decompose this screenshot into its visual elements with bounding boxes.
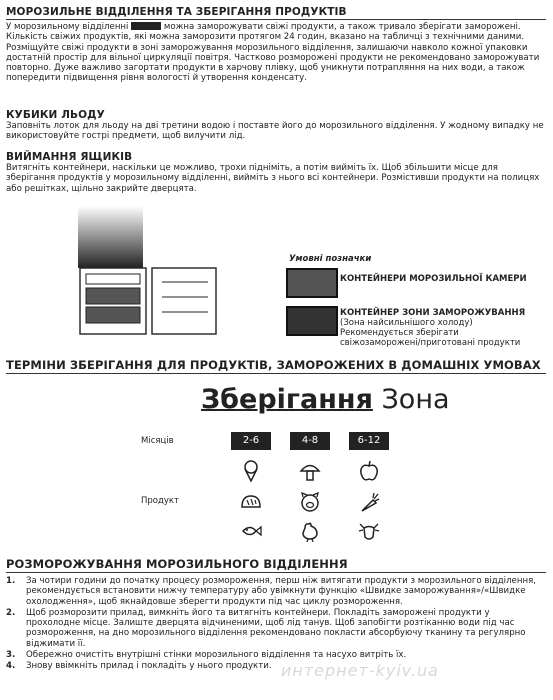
- chicken-icon: [299, 520, 321, 542]
- months-range-1: 2-6: [231, 432, 271, 450]
- legend-swatch-freeze-zone: [286, 306, 338, 336]
- freezer-drawers-illustration: [78, 206, 258, 336]
- months-label: Місяців: [141, 436, 174, 446]
- months-range-3: 6-12: [349, 432, 389, 450]
- list-item: 4. Знову ввімкніть прилад і покладіть у нього продукти.: [6, 661, 272, 672]
- ice-cream-icon: [240, 460, 262, 482]
- pig-icon: [299, 491, 321, 513]
- divider: [6, 19, 546, 20]
- legend-title: Умовні позначки: [289, 254, 372, 264]
- legend-label-freezer-containers: КОНТЕЙНЕРИ МОРОЗИЛЬНОЇ КАМЕРИ: [340, 274, 527, 284]
- ice-section-text: Заповніть лоток для льоду на дві третини водою і поставте його до морозильного відділення. У жодному випадку не використовуйте гострі предмети, щоб вилучити лід.: [6, 121, 544, 142]
- freezer-star-icon: [131, 22, 161, 30]
- freezer-section-text: У морозильному відділенні можна заморожувати свіжі продукти, а також тривало зберігати заморожені. Кількість свіжих продуктів, які можна заморозити протягом 24 годин, вказано на табличці з технічними даними. Розміщуйте свіжі продукти в зоні заморожування морозильного відділення, залишаючи навколо кожної упаковки достатній простір для вільної циркуляції повітря. Частково розморожені продукти не рекомендовано заморожувати повторно. Дуже важливо загортати продукти в харчову плівку, щоб уникнути потрапляння на них води, а також попередити підвищення рівня вологості й утворення конденсату.: [6, 22, 540, 84]
- drawers-section-text: Витягніть контейнери, наскільки це можливо, трохи підніміть, а потім вийміть їх. Щоб збільшити місце для зберігання продуктів у морозильному відділенні, вийміть з нього всі контейнери. Розмістивши продукти на полицях або решітках, щільно закрийте дверцята.: [6, 163, 540, 194]
- watermark: интернет-kyiv.ua: [281, 661, 439, 680]
- drawers-section-title: ВИЙМАННЯ ЯЩИКІВ: [6, 151, 133, 163]
- apple-icon: [358, 460, 380, 482]
- mushroom-icon: [299, 460, 321, 482]
- defrost-steps-list: [6, 576, 546, 673]
- defrost-section-title: РОЗМОРОЖУВАННЯ МОРОЗИЛЬНОГО ВІДДІЛЕННЯ: [6, 557, 348, 571]
- list-item: 3. Обережно очистіть внутрішні стінки морозильного відділення та насухо витріть їх.: [6, 650, 407, 661]
- bread-icon: [240, 491, 262, 513]
- legend-swatch-freezer-containers: [286, 268, 338, 298]
- divider: [6, 572, 546, 573]
- product-label: Продукт: [141, 496, 179, 506]
- fish-icon: [240, 520, 262, 542]
- list-item: 1. За чотири години до початку процесу розмороження, перш ніж витягати продукти з морозильного відділення, рекомендується встановити нижчу температуру або увімкнути функцію «Швидке заморожування»/«Швидке охолодження», щоб якнайдовше зберегти продукти під час циклу розмороження.: [6, 576, 536, 607]
- months-range-2: 4-8: [290, 432, 330, 450]
- storage-zone-title: Зберігання Зона: [201, 384, 450, 415]
- ice-section-title: КУБИКИ ЛЬОДУ: [6, 109, 105, 121]
- legend-label-freeze-zone: КОНТЕЙНЕР ЗОНИ ЗАМОРОЖУВАННЯ (Зона найсильнішого холоду) Рекомендується зберігати свіжозаморожені/приготовані продукти: [340, 308, 526, 348]
- carrot-icon: [358, 491, 380, 513]
- freezer-section-title: МОРОЗИЛЬНЕ ВІДДІЛЕННЯ ТА ЗБЕРІГАННЯ ПРОДУКТІВ: [6, 6, 347, 18]
- list-item: 2. Щоб розморозити прилад, вимкніть його та витягніть контейнери. Покладіть заморожені продукти у прохолодне місце. Залиште дверцята відчиненими, щоб лід танув. Щоб запобігти розтіканню води під час розмороження, на дно морозильного відділення рекомендовано покласти абсорбуючу тканину та регулярно віджимати її.: [6, 607, 526, 649]
- divider: [6, 373, 546, 374]
- storage-section-title: ТЕРМІНИ ЗБЕРІГАННЯ ДЛЯ ПРОДУКТІВ, ЗАМОРОЖЕНИХ В ДОМАШНІХ УМОВАХ: [6, 358, 541, 372]
- cow-icon: [358, 520, 380, 542]
